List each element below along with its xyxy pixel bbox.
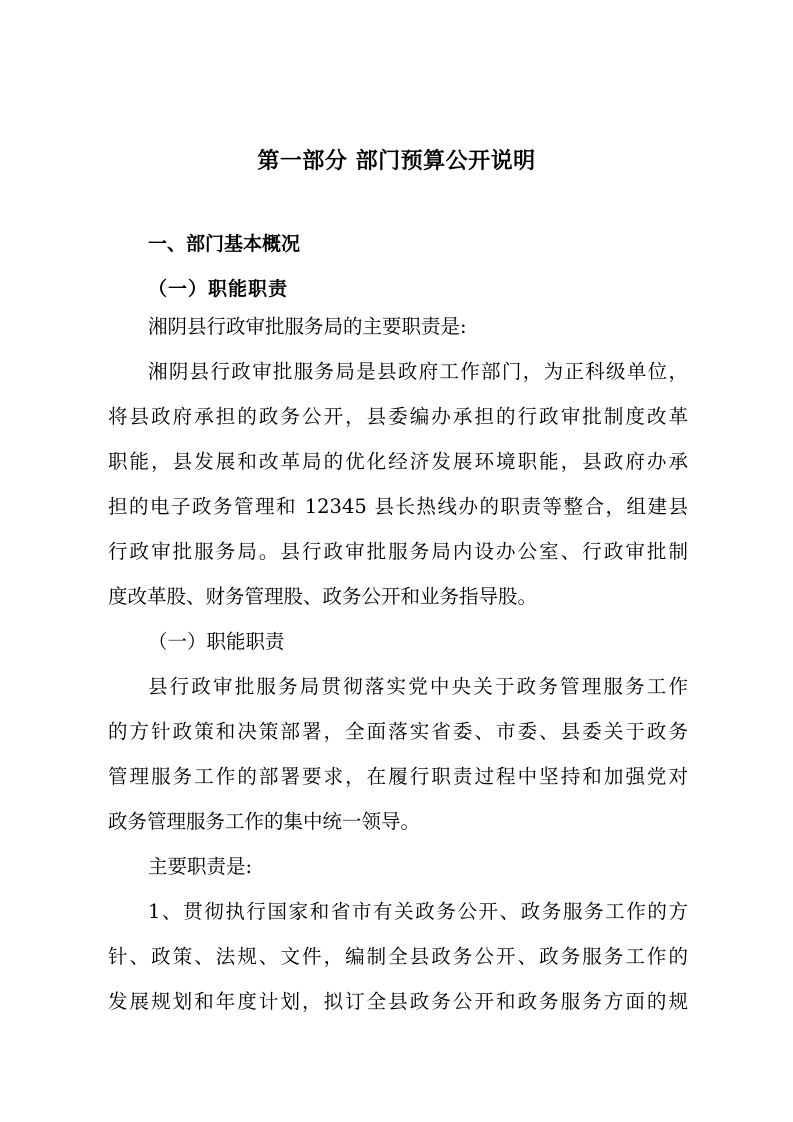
sub-heading: （一）职能职责: [148, 278, 289, 300]
paragraph-line: 1、贯彻执行国家和省市有关政务公开、政务服务工作的方: [148, 900, 688, 923]
paragraph-line: 职能，县发展和改革局的优化经济发展环境职能，县政府办承: [108, 450, 688, 473]
paragraph-line: 行政审批服务局。县行政审批服务局内设办公室、行政审批制: [108, 540, 688, 563]
paragraph-line: 度改革股、财务管理股、政务公开和业务指导股。: [108, 585, 538, 608]
paragraph-line: 将县政府承担的政务公开，县委编办承担的行政审批制度改革: [108, 405, 688, 428]
paragraph-line: （一）职能职责: [148, 630, 285, 653]
paragraph-line: 针、政策、法规、文件，编制全县政务公开、政务服务工作的: [108, 945, 688, 968]
paragraph-line: 主要职责是:: [148, 855, 253, 878]
paragraph-line: 管理服务工作的部署要求，在履行职责过程中坚持和加强党对: [108, 765, 688, 788]
paragraph-line: 县行政审批服务局贯彻落实党中央关于政务管理服务工作: [148, 675, 688, 698]
document-title: 第一部分 部门预算公开说明: [257, 149, 536, 174]
paragraph-line: 担的电子政务管理和 12345 县长热线办的职责等整合，组建县: [108, 495, 688, 518]
paragraph-line: 发展规划和年度计划，拟订全县政务公开和政务服务方面的规: [108, 990, 688, 1013]
paragraph-line: 湘阴县行政审批服务局的主要职责是:: [148, 315, 467, 338]
paragraph-line: 的方针政策和决策部署，全面落实省委、市委、县委关于政务: [108, 720, 688, 743]
paragraph-line: 湘阴县行政审批服务局是县政府工作部门，为正科级单位，: [148, 360, 688, 383]
section-heading: 一、部门基本概况: [148, 233, 301, 255]
paragraph-line: 政务管理服务工作的集中统一领导。: [108, 810, 421, 833]
